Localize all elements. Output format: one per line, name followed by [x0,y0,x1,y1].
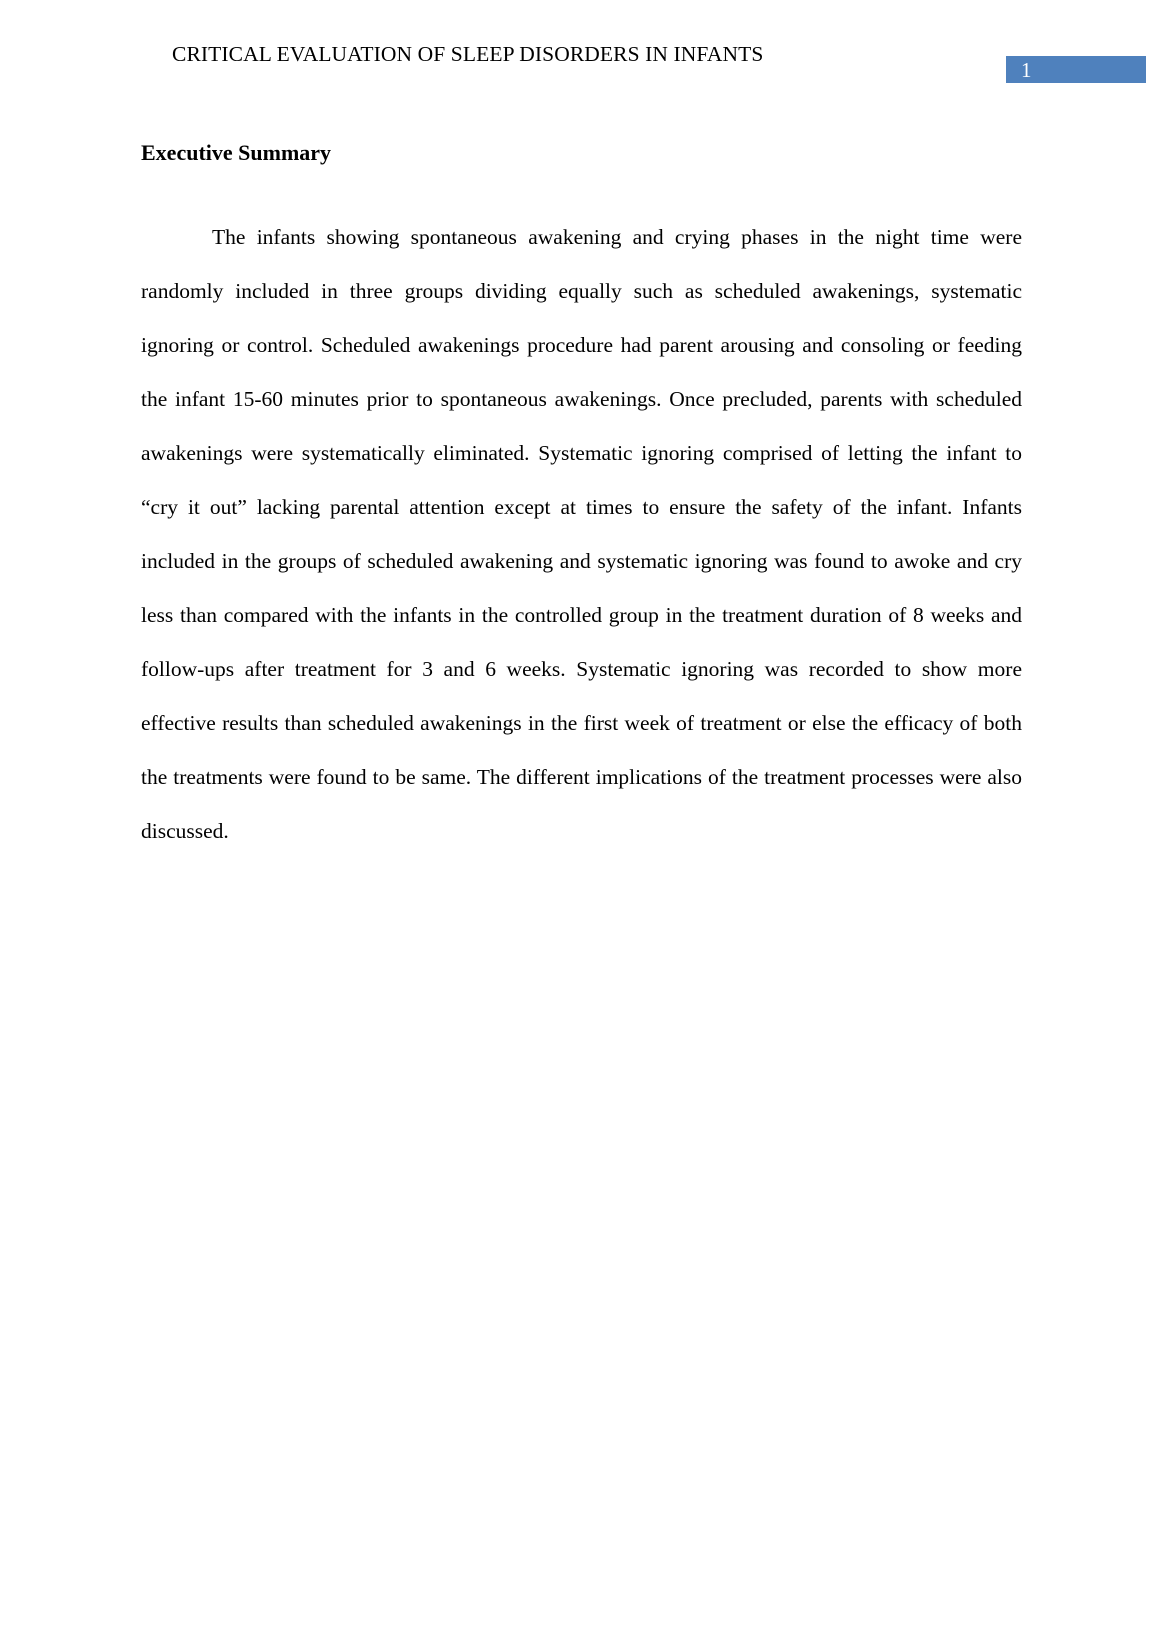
page-number: 1 [1021,58,1032,82]
running-head: CRITICAL EVALUATION OF SLEEP DISORDERS IN INFANTS [172,42,764,66]
page-number-badge [1006,56,1146,83]
section-heading: Executive Summary [141,140,332,165]
body-paragraph: The infants showing spontaneous awakening and crying phases in the night time were randomly included in three groups dividing equally such as scheduled awakenings, systematic ignoring or control. Scheduled awakenings procedure had parent arousing and consoling or feeding the infant 15-60 minutes prior to spontaneous awakenings. Once precluded, parents with scheduled awakenings were systematically eliminated. Systematic ignoring comprised of letting the infant to “cry it out” lacking parental attention except at times to ensure the safety of the infant. Infants included in the groups of scheduled awakening and systematic ignoring was found to awoke and cry less than compared with the infants in the controlled group in the treatment duration of 8 weeks and follow-ups after treatment for 3 and 6 weeks. Systematic ignoring was recorded to show more effective results than scheduled awakenings in the first week of treatment or else the efficacy of both the treatments were found to be same. The different implications of the treatment processes were also discussed. [141,225,1022,843]
